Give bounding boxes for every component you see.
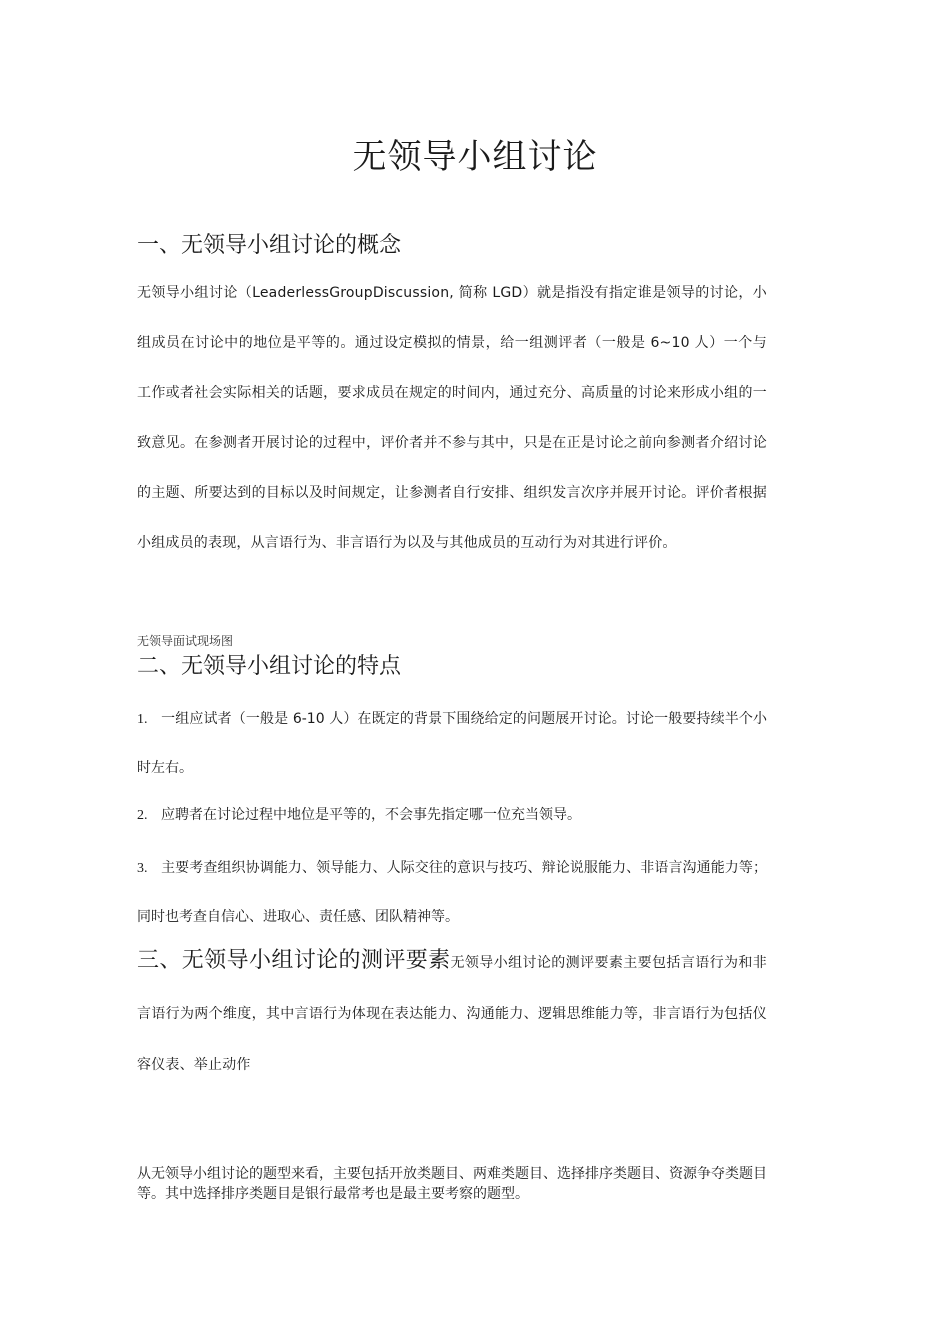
list-item-text: 应聘者在讨论过程中地位是平等的，不会事先指定哪一位充当领导。 [161,807,581,823]
section3-block [137,938,767,1091]
list-item-number: 2. [137,808,148,823]
section3-heading: 三、无领导小组讨论的测评要素 [137,948,451,973]
document-title: 无领导小组讨论 [352,137,598,177]
list-item-number: 1. [137,712,148,727]
list-item-text: 一组应试者（一般是 6-10 人）在既定的背景下围绕给定的问题展开讨论。讨论一般要持续半个小时左右。 [137,711,767,776]
list-item-number: 3. [137,861,148,876]
list-item [137,791,767,840]
list-item [137,844,767,941]
list-item [137,695,767,792]
section2-heading: 二、无领导小组讨论的特点 [137,654,402,679]
list-item-text: 主要考查组织协调能力、领导能力、人际交往的意识与技巧、辩论说服能力、非语言沟通能力等；同时也考查自信心、进取心、责任感、团队精神等。 [137,860,767,925]
section1-heading: 一、无领导小组讨论的概念 [137,233,402,258]
section1-paragraph: 无领导小组讨论（LeaderlessGroupDiscussion, 简称 LGD）就是指没有指定谁是领导的讨论，小组成员在讨论中的地位是平等的。通过设定模拟的情景，给一组测评者（一般是 6~10 人）一个与工作或者社会实际相关的话题，要求成员在规定的时间内，通过充分、高质量的讨论来形成小组的一致意见。在参测者开展讨论的过程中，评价者并不参与其中，只是在正是讨论之前向参测者介绍讨论的主题、所要达到的目标以及时间规定，让参测者自行安排、组织发言次序并展开讨论。评价者根据小组成员的表现，从言语行为、非言语行为以及与其他成员的互动行为对其进行评价。 [137,285,767,551]
section4-paragraph: 从无领导小组讨论的题型来看，主要包括开放类题目、两难类题目、选择排序类题目、资源争夺类题目等。其中选择排序类题目是银行最常考也是最主要考察的题型。 [137,1166,767,1202]
image-caption: 无领导面试现场图 [137,634,234,648]
section3-paragraph: 无领导小组讨论的测评要素主要包括言语行为和非言语行为两个维度，其中言语行为体现在表达能力、沟通能力、逻辑思维能力等，非言语行为包括仪容仪表、举止动作 [137,955,767,1073]
